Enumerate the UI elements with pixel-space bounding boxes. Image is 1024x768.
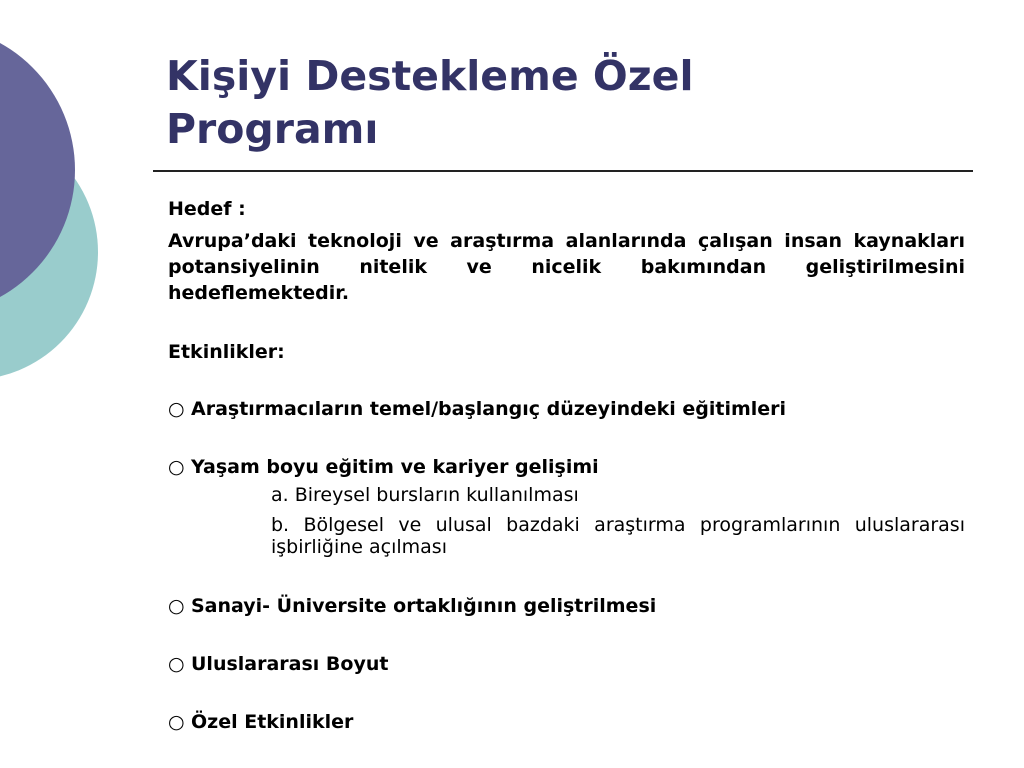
list-item-text: Özel Etkinlikler (191, 711, 354, 733)
list-item (168, 593, 656, 619)
title-divider (153, 170, 973, 172)
bullet-circle-icon: ○ (168, 653, 185, 675)
slide-title: Kişiyi Destekleme Özel Programı (166, 52, 694, 153)
list-item (168, 396, 786, 422)
list-item-text: Araştırmacıların temel/başlangıç düzeyindeki eğitimleri (191, 398, 787, 420)
list-item (168, 651, 388, 677)
list-item-text: Sanayi- Üniversite ortaklığının geliştrilmesi (191, 595, 657, 617)
etkinlikler-label: Etkinlikler: (168, 341, 285, 363)
hedef-text: Avrupa’daki teknoloji ve araştırma alanlarında çalışan insan kaynakları potansiyelinin nitelik ve nicelik bakımından geliştirilmesini hedeflemektedir. (168, 230, 965, 304)
sub-item: a. Bireysel bursların kullanılması (271, 484, 579, 506)
list-item-text: Yaşam boyu eğitim ve kariyer gelişimi (191, 456, 599, 478)
bullet-circle-icon: ○ (168, 711, 185, 733)
bullet-circle-icon: ○ (168, 398, 185, 420)
list-item (168, 709, 353, 735)
sub-item: b. Bölgesel ve ulusal bazdaki araştırma programlarının uluslararası işbirliğine açılması (271, 514, 965, 558)
hedef-label: Hedef : (168, 198, 246, 220)
decorative-circles (0, 0, 110, 400)
list-item (168, 454, 599, 480)
list-item-text: Uluslararası Boyut (191, 653, 389, 675)
bullet-circle-icon: ○ (168, 456, 185, 478)
bullet-circle-icon: ○ (168, 595, 185, 617)
